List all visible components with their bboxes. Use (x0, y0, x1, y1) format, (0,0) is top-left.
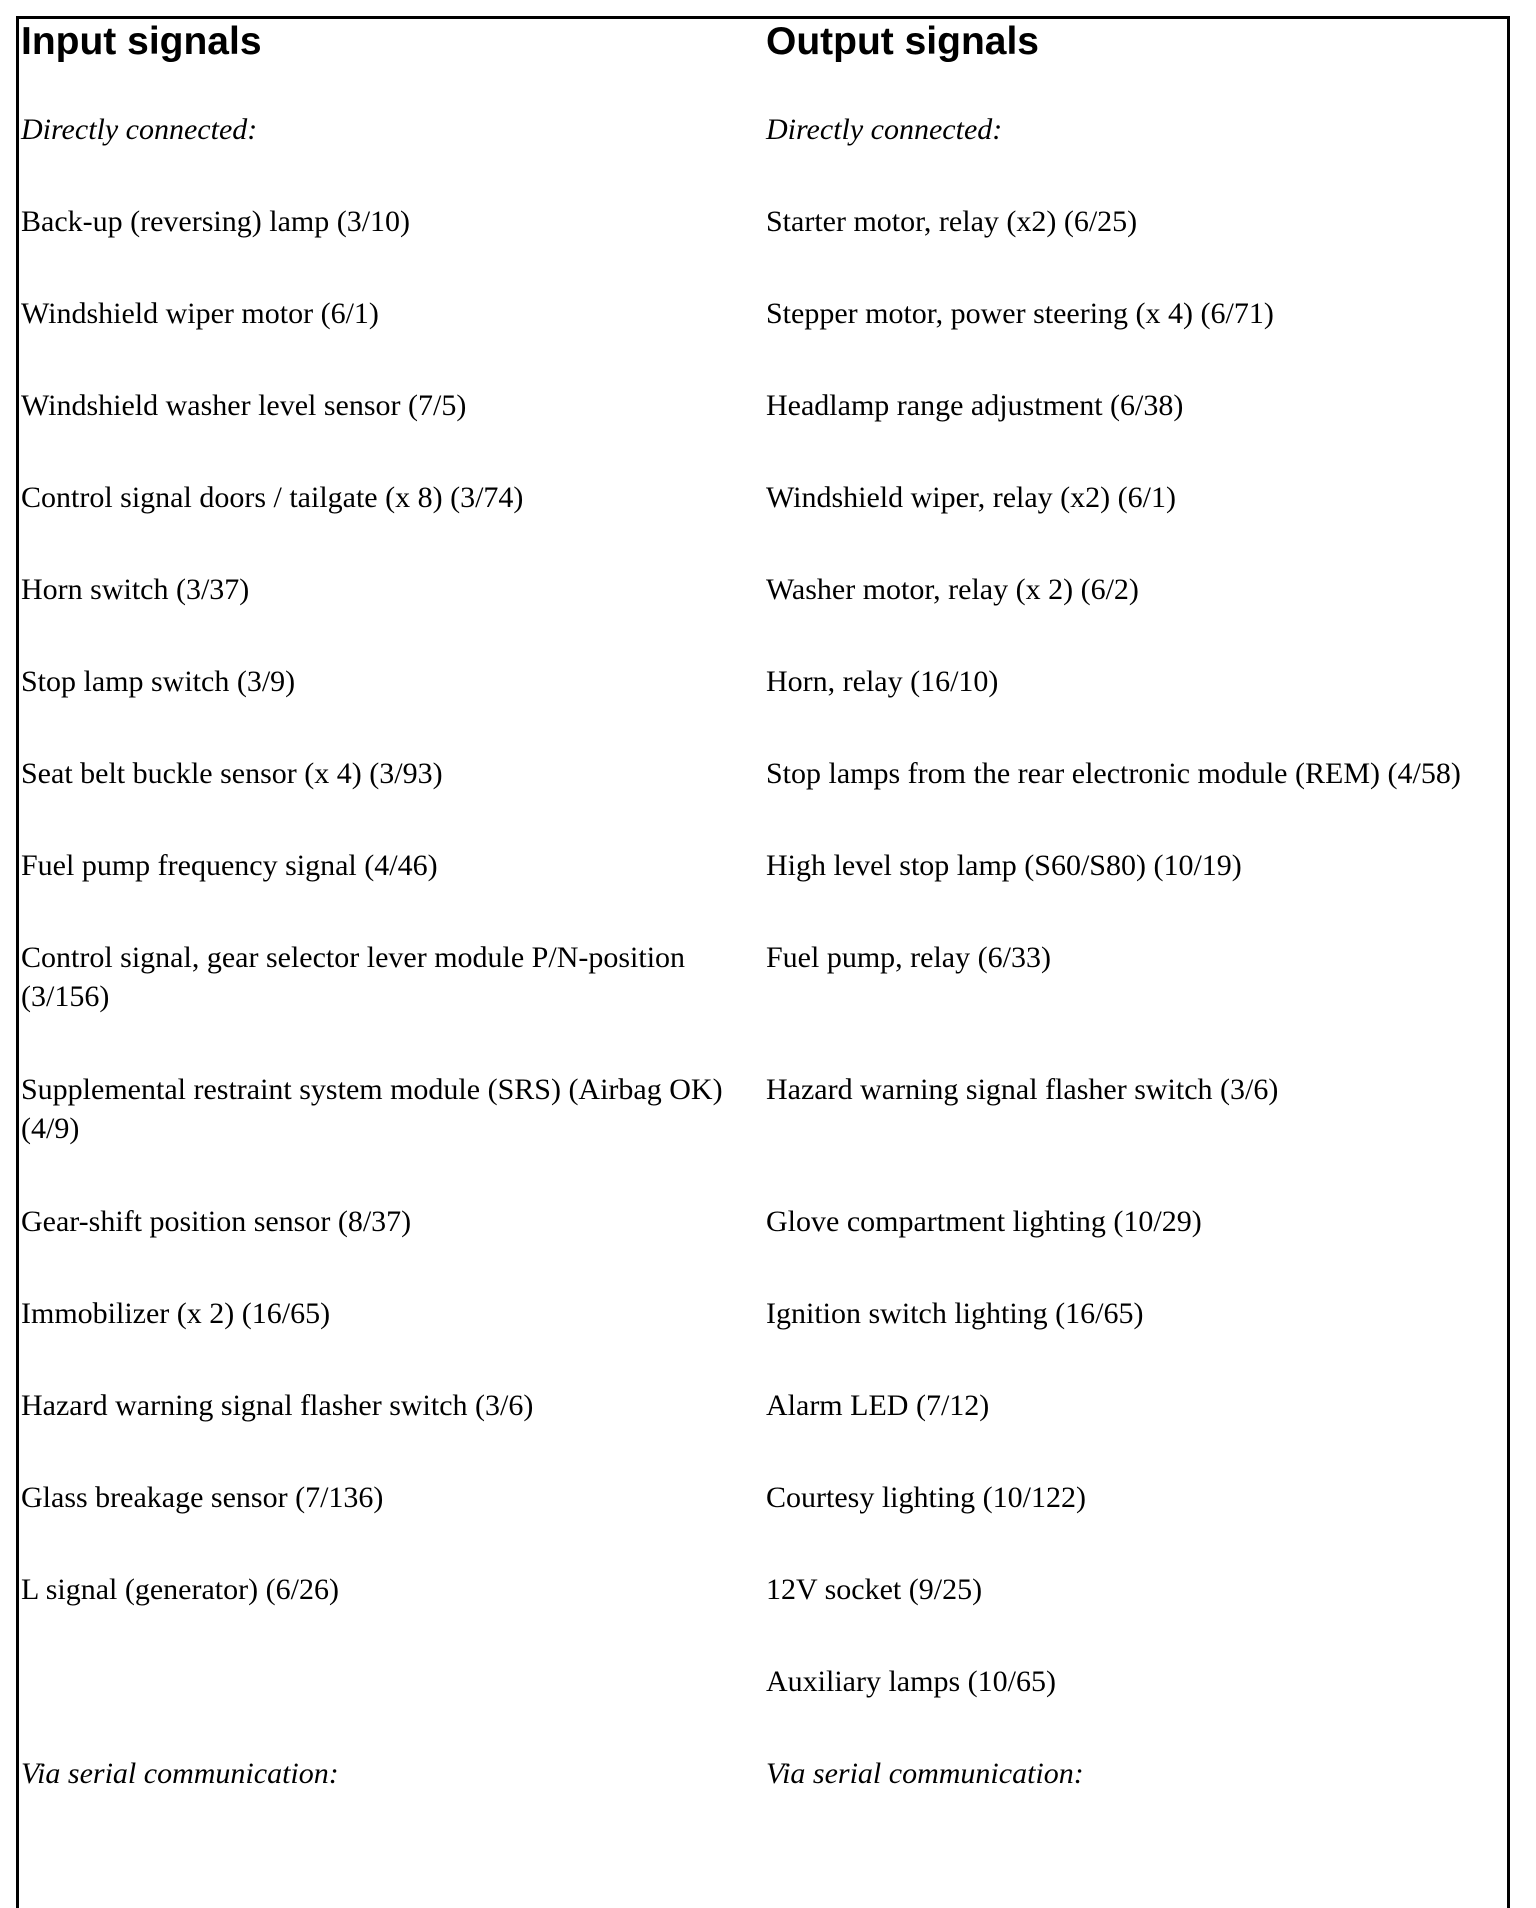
input-signal-cell: L signal (generator) (6/26) (21, 1573, 339, 1606)
table-row (21, 1294, 1501, 1386)
output-signal-cell: Alarm LED (7/12) (766, 1389, 990, 1422)
output-signal-cell: Starter motor, relay (x2) (6/25) (766, 205, 1138, 238)
output-signal-cell: Stepper motor, power steering (x 4) (6/71) (766, 297, 1274, 330)
section-label-input-direct: Directly connected: (21, 113, 258, 146)
section-label-output-direct: Directly connected: (766, 113, 1003, 146)
input-signal-cell: Seat belt buckle sensor (x 4) (3/93) (21, 757, 443, 790)
output-signal-cell: Windshield wiper, relay (x2) (6/1) (766, 481, 1176, 514)
output-signal-cell: Hazard warning signal flasher switch (3/6) (766, 1073, 1279, 1106)
table-row (21, 1202, 1501, 1294)
input-signal-cell: Supplemental restraint system module (SRS) (Airbag OK) (4/9) (21, 1073, 723, 1145)
table-row (21, 1662, 1501, 1754)
section-row-serial-communication (21, 1754, 1501, 1846)
table-row (21, 294, 1501, 386)
output-signal-cell: Stop lamps from the rear electronic module (REM) (4/58) (766, 757, 1461, 790)
output-signal-cell: Washer motor, relay (x 2) (6/2) (766, 573, 1139, 606)
input-signal-cell: Stop lamp switch (3/9) (21, 665, 296, 698)
table-row (21, 1386, 1501, 1478)
input-signal-cell: Back-up (reversing) lamp (3/10) (21, 205, 411, 238)
input-signal-cell: Windshield washer level sensor (7/5) (21, 389, 467, 422)
table-row (21, 1478, 1501, 1570)
input-signal-cell: Immobilizer (x 2) (16/65) (21, 1297, 331, 1330)
table-row (21, 570, 1501, 662)
table-row (21, 1570, 1501, 1662)
output-signal-cell: Glove compartment lighting (10/29) (766, 1205, 1202, 1238)
output-signal-cell: Fuel pump, relay (6/33) (766, 941, 1051, 974)
table-row (21, 1070, 1501, 1202)
output-signal-cell: Courtesy lighting (10/122) (766, 1481, 1086, 1514)
section-label-input-serial: Via serial communication: (21, 1757, 339, 1790)
table-row (21, 754, 1501, 846)
header-row (21, 19, 1501, 110)
section-label-output-serial: Via serial communication: (766, 1757, 1084, 1790)
input-signal-cell: Horn switch (3/37) (21, 573, 250, 606)
table-row (21, 202, 1501, 294)
table-row (21, 662, 1501, 754)
signals-table (21, 19, 1501, 1846)
output-signal-cell: Auxiliary lamps (10/65) (766, 1665, 1056, 1698)
input-signal-cell: Glass breakage sensor (7/136) (21, 1481, 384, 1514)
input-signal-cell: Control signal doors / tailgate (x 8) (3/74) (21, 481, 524, 514)
input-signal-cell: Control signal, gear selector lever module P/N-position (3/156) (21, 941, 686, 1013)
output-signal-cell: Ignition switch lighting (16/65) (766, 1297, 1144, 1330)
table-row (21, 846, 1501, 938)
input-signal-cell: Gear-shift position sensor (8/37) (21, 1205, 412, 1238)
input-signals-heading: Input signals (21, 20, 262, 63)
output-signal-cell: High level stop lamp (S60/S80) (10/19) (766, 849, 1242, 882)
section-row-directly-connected (21, 110, 1501, 202)
output-signal-cell: Headlamp range adjustment (6/38) (766, 389, 1184, 422)
table-row (21, 478, 1501, 570)
input-signal-cell: Hazard warning signal flasher switch (3/6) (21, 1389, 534, 1422)
input-signal-cell: Fuel pump frequency signal (4/46) (21, 849, 438, 882)
output-signals-heading: Output signals (766, 20, 1039, 63)
table-row (21, 938, 1501, 1070)
input-signal-cell (21, 1662, 763, 1754)
table-row (21, 386, 1501, 478)
output-signal-cell: 12V socket (9/25) (766, 1573, 983, 1606)
input-signal-cell: Windshield wiper motor (6/1) (21, 297, 379, 330)
output-signal-cell: Horn, relay (16/10) (766, 665, 999, 698)
